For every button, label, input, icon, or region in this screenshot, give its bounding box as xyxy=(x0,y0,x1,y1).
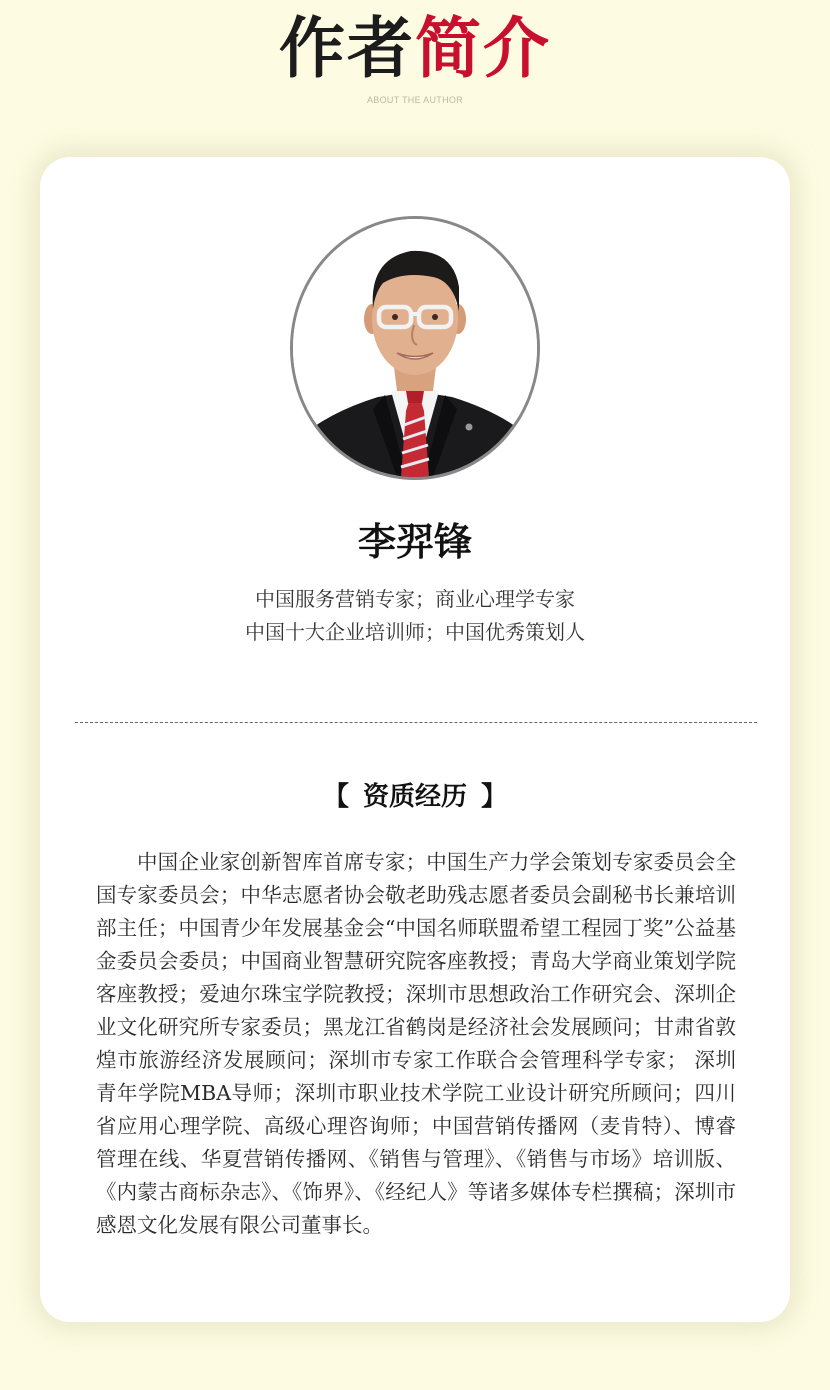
author-title-line-2: 中国十大企业培训师；中国优秀策划人 xyxy=(245,620,585,644)
qualifications-heading xyxy=(40,779,790,815)
portrait-illustration xyxy=(293,219,537,477)
page-title-part2: 简介 xyxy=(415,9,551,87)
heading-bracket-left: 【 xyxy=(322,782,349,812)
qualifications-body: 中国企业家创新智库首席专家；中国生产力学会策划专家委员会全国专家委员会；中华志愿者协会敬老助残志愿者委员会副秘书长兼培训部主任；中国青少年发展基金会“中国名师联盟希望工程园丁奖”公益基金委员会委员；中国商业智慧研究院客座教授；青岛大学商业策划学院客座教授；爱迪尔珠宝学院教授；深圳市思想政治工作研究会、深圳企业文化研究所专家委员；黑龙江省鹤岗是经济社会发展顾问；甘肃省敦煌市旅游经济发展顾问；深圳市专家工作联合会管理科学专家； 深圳青年学院MBA导师；深圳市职业技术学院工业设计研究所顾问；四川省应用心理学院、高级心理咨询师；中国营销传播网（麦肯特）、博睿管理在线、华夏营销传播网、《销售与管理》、《销售与市场》培训版、《内蒙古商标杂志》、《饰界》、《经纪人》等诸多媒体专栏撰稿；深圳市感恩文化发展有限公司董事长。 xyxy=(96,850,736,1237)
page-title xyxy=(0,6,830,90)
author-name: 李羿锋 xyxy=(357,519,472,564)
page-subtitle: ABOUT THE AUTHOR xyxy=(367,95,463,105)
heading-text: 资质经历 xyxy=(362,782,467,812)
heading-bracket-right: 】 xyxy=(481,782,508,812)
author-title-line-1: 中国服务营销专家；商业心理学专家 xyxy=(255,587,575,611)
dashed-divider xyxy=(75,722,757,723)
page-title-part1: 作者 xyxy=(279,9,415,87)
author-card xyxy=(40,157,790,1322)
author-portrait xyxy=(290,216,540,480)
